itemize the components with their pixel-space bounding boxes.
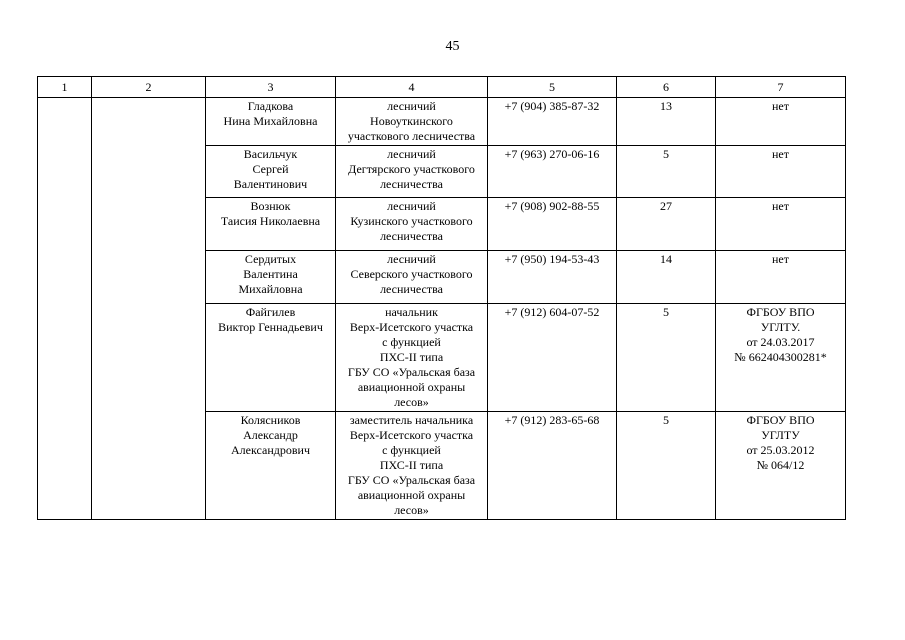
education-cell — [716, 98, 846, 146]
name-cell-line: Александрович — [231, 443, 310, 457]
name-cell — [206, 98, 336, 146]
experience-cell: 27 — [617, 198, 716, 251]
position-cell-line: с функцией — [382, 335, 441, 349]
position-cell-line: Верх-Исетского участка — [349, 428, 474, 442]
name-cell — [206, 198, 336, 251]
position-cell-line: Северского участкового — [350, 267, 473, 281]
education-cell-line: нет — [772, 147, 789, 161]
position-cell-line: участкового лесничества — [347, 129, 476, 143]
position-cell-line: Новоуткинского — [370, 114, 453, 128]
position-cell-line: лесов» — [394, 503, 429, 517]
name-cell-line: Нина Михайловна — [223, 114, 318, 128]
page-number: 45 — [445, 39, 460, 54]
name-cell-line: Александр — [243, 428, 298, 442]
phone-cell: +7 (963) 270-06-16 — [488, 146, 617, 198]
position-cell-line: начальник — [385, 305, 438, 319]
position-cell-line: ГБУ СО «Уральская база — [347, 473, 476, 487]
position-cell-line: авиационной охраны — [357, 488, 466, 502]
education-cell — [716, 412, 846, 520]
phone-cell: +7 (912) 604-07-52 — [488, 304, 617, 412]
education-cell-line: ФГБОУ ВПО — [746, 413, 815, 427]
education-cell-line: нет — [772, 99, 789, 113]
column-header-2: 2 — [92, 77, 206, 98]
name-cell-line: Файгилев — [245, 305, 296, 319]
education-cell — [716, 146, 846, 198]
column-header-1: 1 — [38, 77, 92, 98]
education-cell — [716, 251, 846, 304]
education-cell-line: от 25.03.2012 — [746, 443, 815, 457]
position-cell-line: лесов» — [394, 395, 429, 409]
name-cell — [206, 412, 336, 520]
position-cell-line: авиационной охраны — [357, 380, 466, 394]
position-cell-line: лесничества — [380, 177, 443, 191]
merged-cell-col1 — [38, 98, 92, 520]
position-cell-line: Кузинского участкового — [350, 214, 473, 228]
name-cell — [206, 146, 336, 198]
position-cell-line: лесничий — [387, 199, 436, 213]
column-header-6: 6 — [617, 77, 716, 98]
staff-table — [37, 76, 846, 520]
name-cell-line: Валентинович — [233, 177, 308, 191]
position-cell — [336, 146, 488, 198]
name-cell-line: Вознюк — [250, 199, 291, 213]
position-cell-line: ПХС-II типа — [379, 350, 444, 364]
name-cell-line: Колясников — [240, 413, 301, 427]
experience-cell: 14 — [617, 251, 716, 304]
education-cell-line: УГЛТУ — [761, 428, 800, 442]
column-header-5: 5 — [488, 77, 617, 98]
column-header-7: 7 — [716, 77, 846, 98]
name-cell-line: Васильчук — [243, 147, 298, 161]
name-cell-line: Таисия Николаевна — [220, 214, 321, 228]
position-cell — [336, 98, 488, 146]
position-cell-line: лесничества — [380, 229, 443, 243]
education-cell-line: нет — [772, 199, 789, 213]
phone-cell: +7 (950) 194-53-43 — [488, 251, 617, 304]
experience-cell: 5 — [617, 412, 716, 520]
name-cell-line: Михайловна — [238, 282, 303, 296]
position-cell — [336, 198, 488, 251]
education-cell — [716, 304, 846, 412]
education-cell-line: нет — [772, 252, 789, 266]
education-cell — [716, 198, 846, 251]
name-cell — [206, 251, 336, 304]
phone-cell: +7 (904) 385-87-32 — [488, 98, 617, 146]
education-cell-line: № 662404300281* — [734, 350, 827, 364]
position-cell-line: лесничества — [380, 282, 443, 296]
position-cell — [336, 251, 488, 304]
experience-cell: 5 — [617, 304, 716, 412]
name-cell-line: Валентина — [243, 267, 298, 281]
education-cell-line: ФГБОУ ВПО — [746, 305, 815, 319]
experience-cell: 13 — [617, 98, 716, 146]
position-cell-line: заместитель начальника — [349, 413, 474, 427]
education-cell-line: от 24.03.2017 — [746, 335, 815, 349]
position-cell-line: лесничий — [387, 252, 436, 266]
table-row — [38, 98, 846, 146]
experience-cell: 5 — [617, 146, 716, 198]
name-cell-line: Гладкова — [247, 99, 294, 113]
phone-cell: +7 (912) 283-65-68 — [488, 412, 617, 520]
column-header-3: 3 — [206, 77, 336, 98]
position-cell — [336, 412, 488, 520]
position-cell — [336, 304, 488, 412]
name-cell-line: Сердитых — [244, 252, 297, 266]
position-cell-line: с функцией — [382, 443, 441, 457]
name-cell-line: Сергей — [252, 162, 289, 176]
education-cell-line: № 064/12 — [756, 458, 805, 472]
name-cell — [206, 304, 336, 412]
position-cell-line: ПХС-II типа — [379, 458, 444, 472]
position-cell-line: лесничий — [387, 147, 436, 161]
phone-cell: +7 (908) 902-88-55 — [488, 198, 617, 251]
header-row — [38, 77, 846, 98]
merged-cell-col2 — [92, 98, 206, 520]
position-cell-line: ГБУ СО «Уральская база — [347, 365, 476, 379]
education-cell-line: УГЛТУ. — [760, 320, 801, 334]
position-cell-line: Дегтярского участкового — [348, 162, 475, 176]
column-header-4: 4 — [336, 77, 488, 98]
name-cell-line: Виктор Геннадьевич — [218, 320, 323, 334]
position-cell-line: Верх-Исетского участка — [349, 320, 474, 334]
position-cell-line: лесничий — [387, 99, 436, 113]
